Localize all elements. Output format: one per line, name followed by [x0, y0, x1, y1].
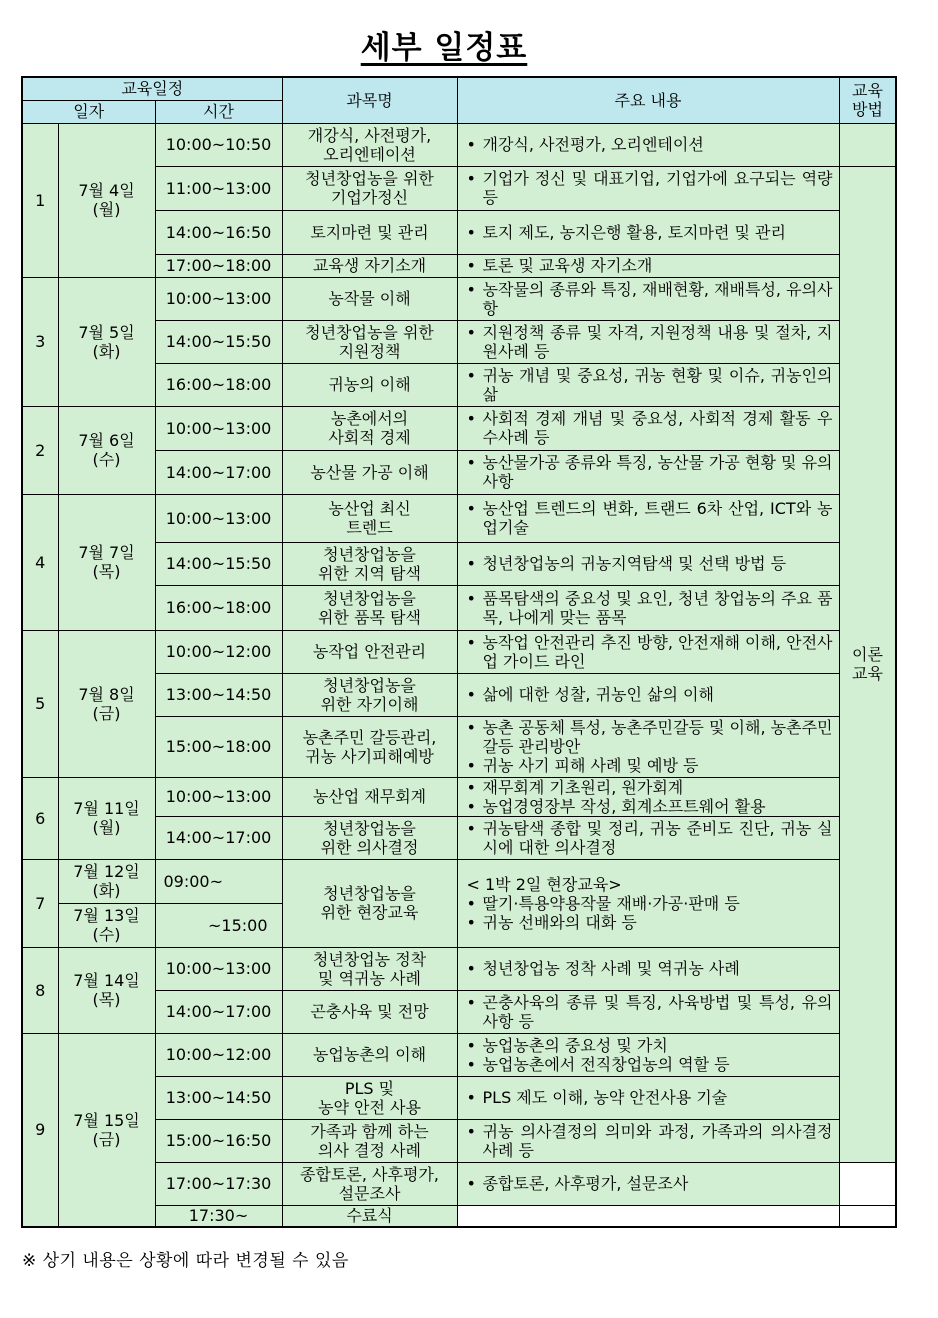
content-bullet [467, 685, 833, 704]
content-bullet [467, 633, 833, 671]
content-bullet [467, 256, 833, 275]
session-subject: 농촌에서의 사회적 경제 [282, 406, 457, 450]
content-text: 농산물가공 종류와 특징, 농산물 가공 현황 및 유의사항 [482, 453, 833, 491]
day-number: 1 [22, 123, 58, 277]
session-subject: 청년창업농을 위한 현장교육 [282, 859, 457, 947]
day-number: 3 [22, 277, 58, 406]
session-content [457, 450, 839, 494]
session-time: 13:00~14:50 [155, 673, 282, 716]
bullet-icon: • [466, 365, 476, 385]
bullet-icon: • [466, 1174, 476, 1193]
session-time: 10:00~13:00 [155, 947, 282, 990]
schedule-table [21, 76, 897, 1228]
content-bullet [467, 778, 833, 797]
bullet-icon: • [466, 818, 476, 838]
session-time: 15:00~18:00 [155, 716, 282, 777]
day-number: 9 [22, 1033, 58, 1227]
session-time: 10:00~13:00 [155, 777, 282, 816]
session-content [457, 673, 839, 716]
day-date: 7월 5일 (화) [58, 277, 155, 406]
content-bullet [467, 959, 833, 978]
session-time: 16:00~18:00 [155, 585, 282, 630]
content-text: 귀농탐색 종합 및 정리, 귀농 준비도 진단, 귀농 실시에 대한 의사결정 [482, 818, 833, 857]
content-text: 귀농 사기 피해 사례 및 예방 등 [482, 756, 699, 775]
content-bullet [467, 453, 833, 491]
table-row [22, 406, 896, 450]
session-time: 10:00~12:00 [155, 1033, 282, 1076]
session-content [457, 542, 839, 585]
method-empty [839, 1205, 896, 1227]
bullet-icon: • [466, 777, 476, 797]
day-date: 7월 4일 (월) [58, 123, 155, 277]
session-subject: 가족과 함께 하는 의사 결정 사례 [282, 1119, 457, 1162]
session-subject: 청년창업농을 위한 기업가정신 [282, 166, 457, 210]
day-number: 4 [22, 494, 58, 630]
day-date: 7월 8일 (금) [58, 630, 155, 777]
content-bullet [467, 718, 833, 756]
table-row [22, 494, 896, 542]
session-content [457, 277, 839, 320]
content-bullet [467, 1055, 833, 1074]
content-bullet [467, 135, 833, 154]
bullet-icon: • [466, 256, 476, 275]
bullet-icon: • [466, 1088, 476, 1107]
table-row [22, 277, 896, 320]
content-text: 기업가 정신 및 대표기업, 기업가에 요구되는 역량 등 [482, 169, 833, 207]
session-time: 15:00~16:50 [155, 1119, 282, 1162]
session-content [457, 585, 839, 630]
session-content [457, 630, 839, 673]
session-time: 10:00~13:00 [155, 494, 282, 542]
session-content [457, 716, 839, 777]
content-bullet [467, 797, 833, 816]
table-row [22, 777, 896, 816]
header-date: 일자 [22, 100, 155, 123]
content-bullet [467, 554, 833, 573]
footnote: ※ 상기 내용은 상황에 따라 변경될 수 있음 [22, 1251, 349, 1271]
content-text: PLS 제도 이해, 농약 안전사용 기술 [482, 1088, 728, 1107]
bullet-icon: • [466, 685, 476, 704]
table-row [22, 123, 896, 166]
bullet-icon: • [466, 222, 476, 242]
content-text: 개강식, 사전평가, 오리엔테이션 [482, 135, 704, 154]
content-heading: < 1박 2일 현장교육> [466, 874, 622, 894]
session-subject: 농산물 가공 이해 [282, 450, 457, 494]
session-content [457, 1033, 839, 1076]
day-date: 7월 14일 (목) [58, 947, 155, 1033]
content-text: 청년창업농의 귀농지역탐색 및 선택 방법 등 [482, 554, 787, 573]
content-bullet [467, 819, 833, 857]
session-content [457, 210, 839, 254]
table-row [22, 947, 896, 990]
bullet-icon: • [466, 135, 476, 154]
content-bullet [467, 589, 833, 627]
content-bullet [467, 913, 833, 932]
content-bullet [467, 993, 833, 1031]
content-text: 딸기·특용약용작물 재배·가공·판매 등 [482, 893, 740, 913]
bullet-icon: • [466, 1035, 476, 1055]
content-bullet [467, 894, 833, 913]
content-bullet [467, 169, 833, 207]
day-date: 7월 6일 (수) [58, 406, 155, 494]
bullet-icon: • [466, 992, 476, 1012]
session-content [457, 166, 839, 210]
content-bullet [467, 323, 833, 361]
content-text: 귀농 의사결정의 의미와 과정, 가족과의 의사결정 사례 등 [482, 1121, 833, 1160]
session-content [457, 254, 839, 277]
bullet-icon: • [466, 632, 476, 652]
session-subject: 청년창업농을 위한 지역 탐색 [282, 542, 457, 585]
session-time: 14:00~15:50 [155, 542, 282, 585]
session-time: 14:00~15:50 [155, 320, 282, 363]
day-number: 2 [22, 406, 58, 494]
bullet-icon: • [466, 453, 476, 472]
session-subject: 곤충사육 및 전망 [282, 990, 457, 1033]
bullet-icon: • [466, 322, 476, 342]
session-subject: 귀농의 이해 [282, 363, 457, 406]
session-content [457, 1205, 839, 1227]
session-content [457, 777, 839, 816]
content-text: 재무회계 기초원리, 원가회계 [482, 777, 684, 797]
bullet-icon: • [466, 912, 476, 932]
content-bullet [467, 499, 833, 537]
content-text: 귀농 선배와의 대화 등 [482, 912, 637, 932]
session-time: 14:00~17:00 [155, 990, 282, 1033]
table-row [22, 630, 896, 673]
day-date: 7월 13일 (수) [58, 903, 155, 947]
table-row [22, 859, 896, 903]
session-time: 13:00~14:50 [155, 1076, 282, 1119]
day-number: 5 [22, 630, 58, 777]
method-theory: 이론 교육 [839, 166, 896, 1162]
content-text: 농촌 공동체 특성, 농촌주민갈등 및 이해, 농촌주민갈등 관리방안 [482, 718, 833, 756]
session-content [457, 816, 839, 859]
bullet-icon: • [466, 169, 476, 188]
session-time: 09:00~ [155, 859, 282, 903]
session-subject: 청년창업농을 위한 품목 탐색 [282, 585, 457, 630]
content-text: 농작물의 종류와 특징, 재배현황, 재배특성, 유의사항 [482, 279, 833, 318]
day-number: 8 [22, 947, 58, 1033]
content-text: 청년창업농 정착 사례 및 역귀농 사례 [482, 959, 740, 978]
session-subject: 종합토론, 사후평가, 설문조사 [282, 1162, 457, 1205]
session-content [457, 990, 839, 1033]
session-time: 10:00~10:50 [155, 123, 282, 166]
day-date: 7월 11일 (월) [58, 777, 155, 859]
session-content [457, 494, 839, 542]
content-text: 지원정책 종류 및 자격, 지원정책 내용 및 절차, 지원사례 등 [482, 322, 833, 361]
session-content [457, 406, 839, 450]
content-bullet [467, 223, 833, 242]
schedule-body [22, 123, 896, 1227]
session-content [457, 1162, 839, 1205]
session-subject: 교육생 자기소개 [282, 254, 457, 277]
bullet-icon: • [466, 499, 476, 518]
header-schedule: 교육일정 [22, 77, 282, 100]
session-content [457, 859, 839, 947]
session-time: 10:00~13:00 [155, 277, 282, 320]
content-text: 농작업 안전관리 추진 방향, 안전재해 이해, 안전사업 가이드 라인 [482, 632, 833, 671]
session-subject: 농산업 최신 트렌드 [282, 494, 457, 542]
content-text: 토지 제도, 농지은행 활용, 토지마련 및 관리 [482, 222, 786, 242]
day-date: 7월 15일 (금) [58, 1033, 155, 1227]
bullet-icon: • [466, 279, 476, 299]
day-number: 7 [22, 859, 58, 947]
session-subject: 청년창업농을 위한 의사결정 [282, 816, 457, 859]
session-time: 14:00~16:50 [155, 210, 282, 254]
bullet-icon: • [466, 588, 476, 608]
session-content [457, 1076, 839, 1119]
content-text: 귀농 개념 및 중요성, 귀농 현황 및 이슈, 귀농인의 삶 [482, 365, 833, 404]
session-subject: 농업농촌의 이해 [282, 1033, 457, 1076]
method-empty [839, 123, 896, 166]
table-row [22, 1033, 896, 1076]
content-text: 농업농촌에서 전직창업농의 역할 등 [482, 1054, 730, 1074]
session-subject: 청년창업농 정착 및 역귀농 사례 [282, 947, 457, 990]
content-text: 종합토론, 사후평가, 설문조사 [482, 1174, 689, 1193]
content-text: 삶에 대한 성찰, 귀농인 삶의 이해 [482, 685, 714, 704]
session-content [457, 320, 839, 363]
bullet-icon: • [466, 796, 476, 816]
content-bullet [467, 1174, 833, 1193]
bullet-icon: • [466, 554, 476, 573]
session-time: 16:00~18:00 [155, 363, 282, 406]
bullet-icon: • [466, 959, 476, 978]
content-text: 사회적 경제 개념 및 중요성, 사회적 경제 활동 우수사례 등 [482, 409, 833, 447]
session-content [457, 363, 839, 406]
content-bullet [467, 366, 833, 404]
session-subject: 청년창업농을 위한 자기이해 [282, 673, 457, 716]
session-subject: 농산업 재무회계 [282, 777, 457, 816]
session-time: 17:00~18:00 [155, 254, 282, 277]
header-time: 시간 [155, 100, 282, 123]
content-text: 품목탐색의 중요성 및 요인, 청년 창업농의 주요 품목, 나에게 맞는 품목 [482, 588, 833, 627]
page-title: 세부 일정표 [360, 30, 528, 66]
day-number: 6 [22, 777, 58, 859]
session-time: ~15:00 [155, 903, 282, 947]
content-bullet [467, 1036, 833, 1055]
session-subject: 개강식, 사전평가, 오리엔테이션 [282, 123, 457, 166]
session-subject: 청년창업농을 위한 지원정책 [282, 320, 457, 363]
content-text: 농산업 트렌드의 변화, 트랜드 6차 산업, ICT와 농업기술 [482, 499, 833, 537]
content-bullet [467, 1088, 833, 1107]
session-subject: 농작물 이해 [282, 277, 457, 320]
session-time: 10:00~12:00 [155, 630, 282, 673]
session-time: 10:00~13:00 [155, 406, 282, 450]
session-subject: 토지마련 및 관리 [282, 210, 457, 254]
session-subject: 농작업 안전관리 [282, 630, 457, 673]
content-text: 농업농촌의 중요성 및 가치 [482, 1035, 668, 1055]
content-text: 곤충사육의 종류 및 특징, 사육방법 및 특성, 유의사항 등 [482, 992, 833, 1031]
header-content: 주요 내용 [457, 77, 839, 123]
session-time: 17:00~17:30 [155, 1162, 282, 1205]
content-bullet [467, 409, 833, 447]
content-text: 농업경영장부 작성, 회계소프트웨어 활용 [482, 796, 766, 816]
bullet-icon: • [466, 718, 476, 737]
content-bullet [467, 756, 833, 775]
content-text: 토론 및 교육생 자기소개 [482, 256, 653, 275]
bullet-icon: • [466, 1121, 476, 1141]
day-date: 7월 7일 (목) [58, 494, 155, 630]
header-method: 교육 방법 [839, 77, 896, 123]
content-bullet [467, 280, 833, 318]
session-time: 14:00~17:00 [155, 816, 282, 859]
session-time: 17:30~ [155, 1205, 282, 1227]
bullet-icon: • [466, 756, 476, 775]
session-time: 14:00~17:00 [155, 450, 282, 494]
session-time: 11:00~13:00 [155, 166, 282, 210]
content-bullet [467, 1122, 833, 1160]
bullet-icon: • [466, 409, 476, 428]
session-subject: PLS 및 농약 안전 사용 [282, 1076, 457, 1119]
bullet-icon: • [466, 893, 476, 913]
session-subject: 수료식 [282, 1205, 457, 1227]
bullet-icon: • [466, 1054, 476, 1074]
day-date: 7월 12일 (화) [58, 859, 155, 903]
session-subject: 농촌주민 갈등관리, 귀농 사기피해예방 [282, 716, 457, 777]
header-subject: 과목명 [282, 77, 457, 123]
session-content [457, 947, 839, 990]
session-content [457, 123, 839, 166]
session-content [457, 1119, 839, 1162]
